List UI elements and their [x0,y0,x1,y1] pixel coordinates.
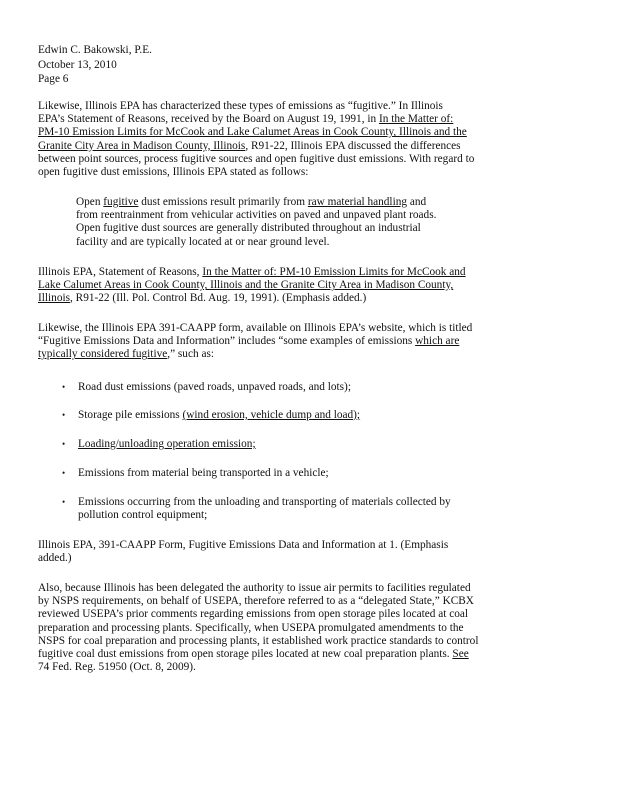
block-quote: Open fugitive dust emissions result primarily from raw material handling and from reentrainment from vehicular activities on paved and unpaved plant roads. Open fugitive dust sources are generally distributed throughout an industrial facility and are typically located at or near ground level. [76,196,437,248]
citation-statement-of-reasons: Illinois EPA, Statement of Reasons, In the Matter of: PM-10 Emission Limits for McCook and Lake Calumet Areas in Cook County, Illinois and the Granite City Area in Madison County, Illinois, R91-22 (Ill. Pol. Control Bd. Aug. 19, 1991). (Emphasis added.) [38,266,466,305]
letter-date: October 13, 2010 [38,58,117,71]
see-citation-link: See [452,648,469,661]
citation-caapp-form: Illinois EPA, 391-CAAPP Form, Fugitive Emissions Data and Information at 1. (Emphasis added.) [38,539,449,565]
bullet-icon: • [62,468,66,478]
author-name: Edwin C. Bakowski, P.E. [38,44,152,56]
document-page: Edwin C. Bakowski, P.E. October 13, 2010 Page 6 Likewise, Illinois EPA has characterized these types of emissions as “fugitive.” In Illinois EPA’s Statement of Reasons, received by the Board on August 19, 1991, in In the Matter of: PM-10 Emission Limits for McCook and Lake Calumet Areas in Cook County, Illinois and the Granite City Area in Madison County, Illinois, R91-22, Illinois EPA discussed the differences between point sources, process fugitive sources and open fugitive dust emissions. With regard to open fugitive dust emissions, Illinois EPA stated as follows: Open fugitive dust emissions result primarily from raw material handling and from reentrainment from vehicular activities on paved and unpaved plant roads. Open fugitive dust sources are generally distributed throughout an industrial facility and are typically located at or near ground level. Illinois EPA, Statement of Reasons, In the Matter of: PM-10 Emission Limits for McCook and Lake Calumet Areas in Cook County, Illinois and the Granite City Area in Madison County, Illinois, R91-22 (Ill. Pol. Control Bd. Aug. 19, 1991). (Emphasis added.) Likewise, the Illinois EPA 391-CAAPP form, available on Illinois EPA’s website, which is titled “Fugitive Emissions Data and Information” includes “some examples of emissions which are typically considered fugitive,” such as: • Road dust emissions (paved roads, unpaved roads, and lots); • Storage pile emissions (wind erosion, vehicle dump and load); • Loading/unloading operation emission; • Emissions from material being transported in a vehicle; • Emissions occurring from the unloading and transporting of materials collected by pollution control equipment; Illinois EPA, 391-CAAPP Form, Fugitive Emissions Data and Information at 1. (Emphasis added.) Also, because Illinois has been delegated the authority to issue air permits to facilities regulated by NSPS requirements, on behalf of USEPA, therefore referred to as a “delegated State,” KCBX reviewed USEPA’s prior comments regarding emissions from open storage piles located at coal preparation and processing plants. Specifically, when USEPA promulgated amendments to the NSPS for coal preparation and processing plants, it established work practice standards to control fugitive coal dust emissions from open storage piles located at new coal preparation plants. See 74 Fed. Reg. 51950 (Oct. 8, 2009). [0,0,618,800]
bullet-icon: • [62,410,66,420]
bullet-icon: • [62,439,66,449]
letter-header [38,44,152,88]
paragraph-epa-characterization: Likewise, Illinois EPA has characterized these types of emissions as “fugitive.” In Illinois EPA’s Statement of Reasons, received by the Board on August 19, 1991, in In the Matter of: PM-10 Emission Limits for McCook and Lake Calumet Areas in Cook County, Illinois and the Granite City Area in Madison County, Illinois, R91-22, Illinois EPA discussed the differences between point sources, process fugitive sources and open fugitive dust emissions. With regard to open fugitive dust emissions, Illinois EPA stated as follows: [38,100,475,179]
page-number: Page 6 [38,73,69,85]
paragraph-caapp-form: Likewise, the Illinois EPA 391-CAAPP form, available on Illinois EPA’s website, which is titled “Fugitive Emissions Data and Information” includes “some examples of emissions which are typically considered fugitive,” such as: [38,322,473,361]
bullet-icon: • [62,497,66,507]
bullet-icon: • [62,382,66,392]
paragraph-nsps-delegation: Also, because Illinois has been delegated the authority to issue air permits to facilities regulated by NSPS requirements, on behalf of USEPA, therefore referred to as a “delegated State,” KCBX reviewed USEPA’s prior comments regarding emissions from open storage piles located at coal preparation and processing plants. Specifically, when USEPA promulgated amendments to the NSPS for coal preparation and processing plants, it established work practice standards to control fugitive coal dust emissions from open storage piles located at new coal preparation plants. See 74 Fed. Reg. 51950 (Oct. 8, 2009). [38,582,479,674]
